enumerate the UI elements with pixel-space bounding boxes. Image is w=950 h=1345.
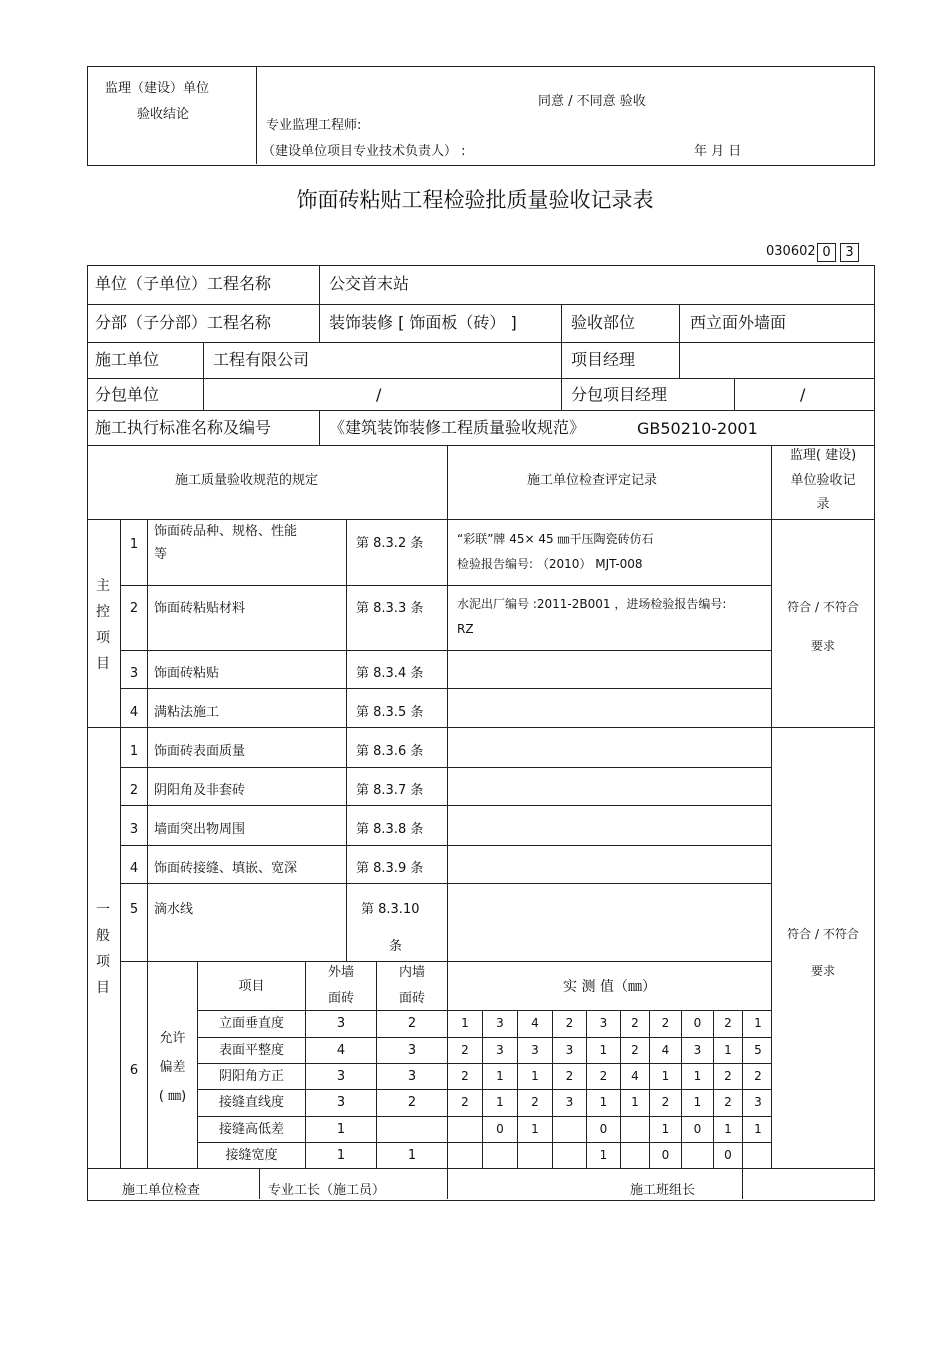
tolerance-side-label: 允许 — [159, 1031, 186, 1046]
general-result-line2: 要求 — [810, 964, 835, 978]
measured-value-cell: 2 — [661, 1095, 670, 1109]
measured-value-cell: 1 — [496, 1069, 504, 1083]
tolerance-row-no: 6 — [129, 1063, 139, 1078]
measured-value-cell: 1 — [724, 1043, 732, 1057]
measured-value-cell: 1 — [754, 1016, 762, 1030]
outer-wall-tolerance: 1 — [336, 1148, 346, 1163]
measured-value-cell: 1 — [599, 1043, 608, 1057]
measured-value-cell: 2 — [724, 1069, 732, 1083]
measured-value-cell: 3 — [531, 1043, 539, 1057]
general-row-no: 5 — [129, 902, 139, 917]
general-row-item: 滴水线 — [154, 902, 194, 917]
inner-wall-tolerance: 1 — [407, 1148, 417, 1163]
main-row-no: 3 — [129, 666, 139, 681]
owner-rep-label: （建设单位项目专业技术负责人） : — [262, 144, 466, 159]
main-control-result-line2: 要求 — [810, 639, 835, 653]
conclusion-label-line2: 验收结论 — [137, 107, 190, 122]
subdivision-label: 分部（子分部）工程名称 — [95, 313, 272, 332]
outer-wall-tolerance: 3 — [336, 1069, 346, 1084]
measured-value-cell: 3 — [754, 1095, 762, 1109]
standard-label: 施工执行标准名称及编号 — [95, 418, 272, 437]
measured-value-cell: 2 — [724, 1095, 732, 1109]
general-row-item: 墙面突出物周围 — [154, 822, 246, 837]
measured-value-cell: 1 — [754, 1122, 762, 1136]
measured-value-cell: 0 — [599, 1122, 608, 1136]
measured-value-cell: 3 — [599, 1016, 608, 1030]
conclusion-label-line1: 监理（建设）单位 — [105, 81, 210, 96]
footer-foreman-label: 专业工长（施工员） — [268, 1183, 386, 1198]
main-control-label: 主 控 项 目 — [96, 578, 110, 672]
main-row-item: 饰面砖品种、规格、性能 — [154, 524, 298, 539]
subcontractor-label: 分包单位 — [95, 385, 160, 404]
general-row-item: 饰面砖表面质量 — [154, 744, 246, 759]
accept-part-label: 验收部位 — [571, 313, 636, 332]
check-record-header: 施工单位检查评定记录 — [527, 473, 658, 488]
sub-pm-label: 分包项目经理 — [571, 385, 668, 404]
inner-wall-tolerance: 2 — [407, 1016, 417, 1031]
spec-header: 施工质量验收规范的规定 — [175, 473, 319, 488]
measured-value-cell: 2 — [531, 1095, 539, 1109]
measured-value-cell: 1 — [724, 1122, 732, 1136]
general-row-no: 1 — [129, 744, 139, 759]
project-manager-label: 项目经理 — [571, 350, 636, 369]
page-title: 饰面砖粘贴工程检验批质量验收记录表 — [296, 188, 654, 212]
supervisor-header-line2: 单位验收记 — [790, 473, 856, 488]
measured-value-cell: 2 — [599, 1069, 608, 1083]
form-code-box2: 3 — [840, 243, 859, 262]
measured-value-cell: 0 — [693, 1016, 702, 1030]
outer-wall-tolerance: 4 — [336, 1043, 346, 1058]
measured-value-cell: 2 — [461, 1043, 469, 1057]
main-row-clause: 第 8.3.3 条 — [356, 601, 424, 616]
measured-value-cell: 1 — [461, 1016, 469, 1030]
sub-pm-value: / — [800, 385, 806, 404]
measured-value-cell: 0 — [661, 1148, 670, 1162]
measured-value-cell: 2 — [461, 1069, 469, 1083]
measured-value-cell: 1 — [693, 1069, 702, 1083]
general-row-clause-line2: 条 — [389, 939, 403, 954]
inner-wall-header: 内墙 — [398, 965, 425, 980]
measured-value-cell: 0 — [496, 1122, 504, 1136]
main-row-record: 水泥出厂编号 :2011-2B001 ，进场检验报告编号: — [457, 597, 727, 611]
general-row-clause: 第 8.3.6 条 — [356, 744, 424, 759]
measured-value-cell: 5 — [754, 1043, 762, 1057]
general-result: 符合 / 不符合 — [787, 927, 859, 941]
main-row-record: “彩联”牌 45× 45 ㎜干压陶瓷砖仿石 — [457, 532, 654, 546]
tolerance-item-name: 阴阳角方正 — [218, 1069, 284, 1084]
general-row-clause: 第 8.3.7 条 — [356, 783, 424, 798]
measured-value-cell: 2 — [724, 1016, 732, 1030]
footer-check-label: 施工单位检查 — [122, 1183, 201, 1198]
measured-value-cell: 1 — [531, 1122, 539, 1136]
measured-value-cell: 4 — [661, 1043, 670, 1057]
measured-value-cell: 4 — [631, 1069, 639, 1083]
main-control-result: 符合 / 不符合 — [787, 600, 859, 614]
main-row-clause: 第 8.3.4 条 — [356, 666, 424, 681]
measured-value-cell: 3 — [565, 1043, 574, 1057]
measured-value-cell: 1 — [661, 1069, 670, 1083]
measured-value-cell: 3 — [565, 1095, 574, 1109]
standard-value: 《建筑装饰装修工程质量验收规范》 — [329, 418, 586, 437]
main-row-item: 饰面砖粘贴 — [154, 666, 220, 681]
main-row-no: 2 — [129, 601, 139, 616]
measured-value-cell: 3 — [496, 1043, 504, 1057]
main-row-item: 饰面砖粘贴材料 — [154, 601, 246, 616]
measured-value-cell: 4 — [531, 1016, 539, 1030]
main-row-item: 满粘法施工 — [154, 705, 220, 720]
agree-text: 同意 / 不同意 验收 — [538, 94, 646, 109]
subcontractor-value: / — [376, 385, 382, 404]
main-row-no: 1 — [129, 537, 139, 552]
measured-value-cell: 1 — [631, 1095, 639, 1109]
general-row-item: 饰面砖接缝、填嵌、宽深 — [154, 861, 298, 876]
measured-value-cell: 1 — [599, 1095, 608, 1109]
unit-name-value: 公交首末站 — [329, 274, 410, 293]
measured-value-cell: 3 — [496, 1016, 504, 1030]
standard-code: GB50210-2001 — [637, 419, 758, 438]
general-items-label: 一 般 项 目 — [96, 902, 110, 996]
tolerance-item-header: 项目 — [238, 979, 265, 994]
main-row-record-line2: 检验报告编号: （2010） MJT-008 — [457, 557, 643, 571]
main-row-no: 4 — [129, 705, 139, 720]
measured-value-cell: 2 — [661, 1016, 670, 1030]
tolerance-item-name: 接缝直线度 — [218, 1095, 284, 1110]
measured-value-cell: 1 — [531, 1069, 539, 1083]
measured-value-cell: 2 — [565, 1069, 574, 1083]
general-row-no: 2 — [129, 783, 139, 798]
supervisor-header-line3: 录 — [816, 497, 830, 512]
unit-name-label: 单位（子单位）工程名称 — [95, 274, 272, 293]
measured-value-cell: 1 — [661, 1122, 670, 1136]
tolerance-item-name: 接缝宽度 — [225, 1148, 278, 1163]
inner-wall-tolerance: 3 — [407, 1069, 417, 1084]
constructor-value: 工程有限公司 — [213, 350, 310, 369]
tolerance-item-name: 接缝高低差 — [218, 1122, 284, 1137]
inner-wall-tolerance: 3 — [407, 1043, 417, 1058]
supervisor-header-line1: 监理( 建设) — [789, 448, 857, 463]
general-row-clause: 第 8.3.8 条 — [356, 822, 424, 837]
accept-part-value: 西立面外墙面 — [690, 313, 787, 332]
tolerance-side-label-line3: ( ㎜) — [158, 1089, 187, 1104]
outer-wall-tolerance: 1 — [336, 1122, 346, 1137]
general-row-no: 3 — [129, 822, 139, 837]
general-row-clause: 第 8.3.9 条 — [356, 861, 424, 876]
top-divider — [256, 66, 257, 164]
date-label: 年 月 日 — [694, 144, 742, 159]
measured-value-cell: 2 — [565, 1016, 574, 1030]
main-row-clause: 第 8.3.2 条 — [356, 536, 424, 551]
measured-value-cell: 2 — [631, 1043, 639, 1057]
measured-value-cell: 0 — [724, 1148, 732, 1162]
inner-wall-tolerance: 2 — [407, 1095, 417, 1110]
measured-value-cell: 1 — [693, 1095, 702, 1109]
footer-team-leader-label: 施工班组长 — [630, 1183, 696, 1198]
measured-values-header: 实 测 值（㎜） — [563, 979, 656, 995]
outer-wall-tolerance: 3 — [336, 1016, 346, 1031]
outer-wall-header: 外墙 — [327, 965, 354, 980]
measured-value-cell: 2 — [631, 1016, 639, 1030]
outer-wall-tolerance: 3 — [336, 1095, 346, 1110]
engineer-label: 专业监理工程师: — [266, 118, 362, 133]
general-row-no: 4 — [129, 861, 139, 876]
measured-value-cell: 1 — [599, 1148, 608, 1162]
measured-value-cell: 0 — [693, 1122, 702, 1136]
main-row-clause: 第 8.3.5 条 — [356, 705, 424, 720]
main-table — [87, 265, 875, 1201]
general-row-item: 阴阳角及非套砖 — [154, 783, 246, 798]
inner-wall-header-line2: 面砖 — [398, 991, 425, 1006]
measured-value-cell: 3 — [693, 1043, 702, 1057]
main-row-item-line2: 等 — [154, 547, 168, 562]
constructor-label: 施工单位 — [95, 350, 160, 369]
main-row-record-line2: RZ — [457, 622, 474, 636]
tolerance-item-name: 立面垂直度 — [218, 1016, 284, 1031]
form-code-box1: 0 — [817, 243, 836, 262]
measured-value-cell: 1 — [496, 1095, 504, 1109]
outer-wall-header-line2: 面砖 — [327, 991, 354, 1006]
tolerance-side-label-line2: 偏差 — [159, 1060, 186, 1075]
measured-value-cell: 2 — [754, 1069, 762, 1083]
general-row-clause: 第 8.3.10 — [361, 902, 420, 917]
measured-value-cell: 2 — [461, 1095, 469, 1109]
tolerance-item-name: 表面平整度 — [218, 1043, 284, 1058]
subdivision-value: 装饰装修 [ 饰面板（砖） ] — [329, 313, 517, 332]
form-code-prefix: 030602 — [766, 244, 816, 259]
